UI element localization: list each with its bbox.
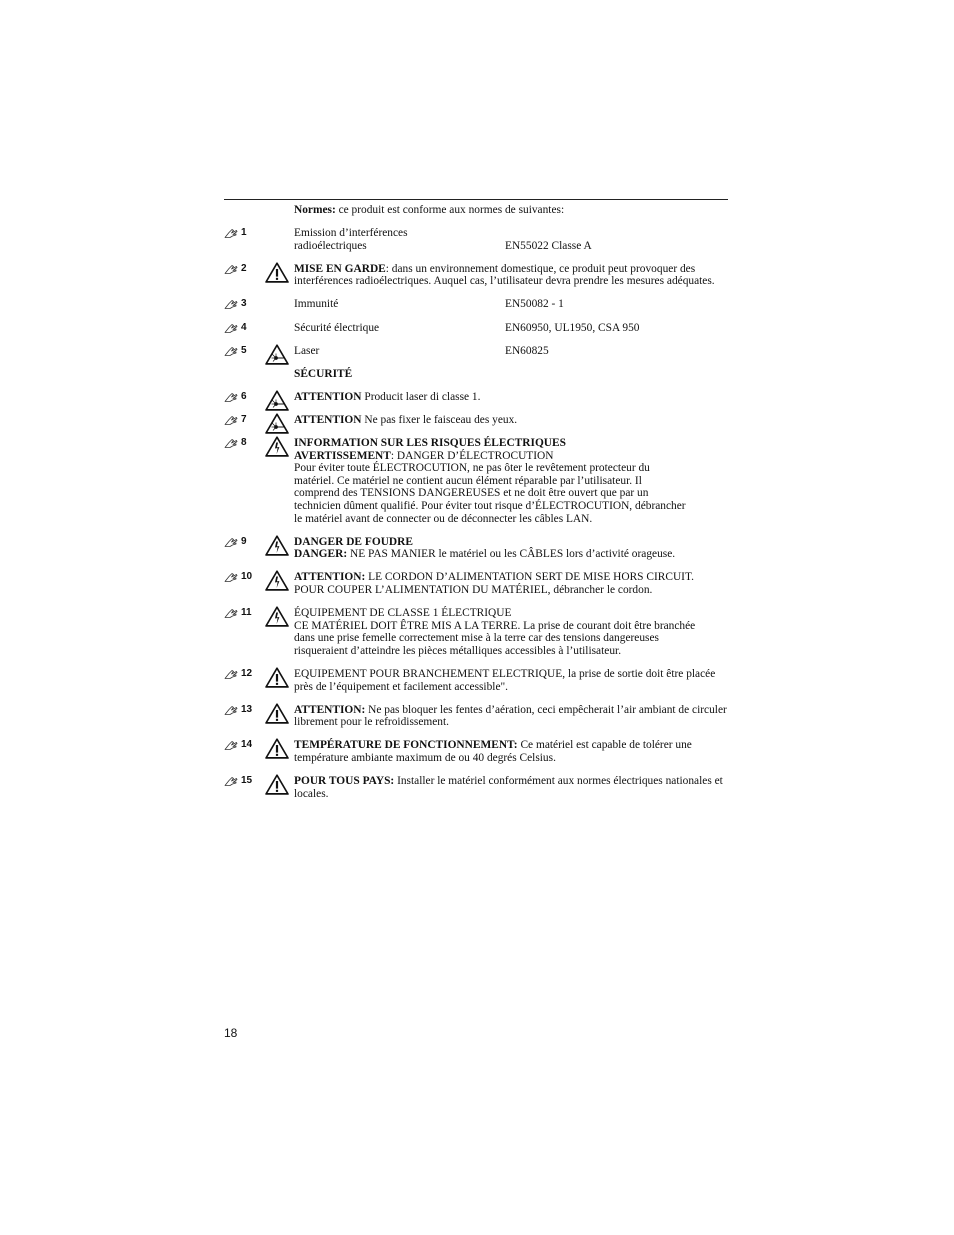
item-body [294, 775, 728, 800]
item-marker [224, 298, 264, 311]
item-marker [224, 704, 264, 717]
item-text: ÉQUIPEMENT DE CLASSE 1 ÉLECTRIQUE [294, 607, 512, 620]
item-text: Ce matériel est capable de tolérer une température ambiante maximum de ou 40 degrés Celsius. [294, 739, 692, 764]
standard-value: EN60825 [505, 344, 549, 357]
standard-item-1 [224, 227, 728, 252]
standard-name-line: Emission d’interférences [294, 227, 408, 240]
item-marker [224, 227, 264, 240]
item-body [294, 345, 728, 358]
item-number: 7 [241, 413, 247, 425]
item-marker [224, 263, 264, 276]
item-body [294, 607, 728, 657]
item-marker [224, 437, 264, 450]
item-bold-label: MISE EN GARDE [294, 262, 386, 275]
item-marker [224, 414, 264, 427]
electric-shock-warning-icon [265, 535, 289, 556]
standard-item-3 [224, 298, 728, 311]
item-paragraph [294, 571, 728, 584]
item-paragraph [294, 391, 728, 404]
pointing-hand-icon [224, 572, 238, 583]
top-rule [224, 199, 728, 200]
electric-shock-warning-icon [265, 436, 289, 457]
item-marker [224, 536, 264, 549]
item-bold-label: POUR TOUS PAYS: [294, 775, 395, 787]
standard-item-8 [224, 437, 728, 525]
intro-label: Normes: [294, 204, 336, 216]
pointing-hand-icon [224, 537, 238, 548]
standard-name-line: Laser [294, 344, 320, 357]
standard-item-14 [224, 739, 728, 764]
standard-spec [294, 345, 728, 358]
item-body [294, 227, 728, 252]
pointing-hand-icon [224, 264, 238, 275]
standard-name-line: radioélectriques [294, 239, 367, 252]
standard-item-5 [224, 345, 728, 358]
standard-item-13 [224, 704, 728, 729]
item-marker [224, 668, 264, 681]
standard-value: EN50082 - 1 [505, 298, 564, 311]
item-number: 2 [241, 262, 247, 274]
intro-text [294, 204, 728, 217]
standard-name-line: Sécurité électrique [294, 321, 380, 334]
item-bold-label: ATTENTION: [294, 571, 366, 584]
item-text: EQUIPEMENT POUR BRANCHEMENT ELECTRIQUE, la prise de sortie doit être placée près de l’équipement et facilement accessible". [294, 667, 716, 693]
standard-item-10 [224, 571, 728, 596]
item-marker [224, 775, 264, 788]
item-bold-label: ATTENTION [294, 390, 362, 403]
standard-value: EN60950, UL1950, CSA 950 [505, 321, 640, 334]
item-body [294, 437, 728, 525]
item-bold-label-2: DANGER: [294, 548, 348, 561]
item-line: technicien dûment qualifié. Pour éviter tout risque d’ÉLECTROCUTION, débrancher [294, 500, 686, 512]
item-paragraph-2 [294, 450, 728, 463]
item-body [294, 739, 728, 764]
intro-row [224, 204, 728, 217]
pointing-hand-icon [224, 438, 238, 449]
pointing-hand-icon [224, 392, 238, 403]
item-text-2: NE PAS MANIER le matériel ou les CÂBLES lors d’activité orageuse. [347, 548, 676, 561]
item-paragraph [294, 263, 728, 288]
item-bold-label: DANGER DE FOUDRE [294, 535, 413, 548]
item-text: Installer le matériel conformément aux normes électriques nationales et locales. [294, 775, 723, 800]
item-text: : dans un environnement domestique, ce produit peut provoquer des interférences radioélectriques. Auquel cas, l’utilisateur devra prendre les mesures adéquates. [294, 262, 715, 288]
pointing-hand-icon [224, 346, 238, 357]
item-paragraph [294, 437, 728, 450]
laser-warning-icon [265, 390, 289, 411]
item-marker [224, 571, 264, 584]
pointing-hand-icon [224, 299, 238, 310]
item-body [294, 668, 728, 693]
item-number: 15 [241, 775, 253, 786]
standard-name-line: Immunité [294, 298, 339, 311]
item-bold-label-2: AVERTISSEMENT [294, 449, 391, 462]
warning-exclamation-icon [265, 738, 289, 759]
item-text: LE CORDON D’ALIMENTATION SERT DE MISE HORS CIRCUIT. [365, 571, 694, 584]
warning-exclamation-icon [265, 667, 289, 688]
warning-exclamation-icon [265, 774, 289, 795]
item-marker [224, 345, 264, 358]
item-body [294, 298, 728, 311]
standard-item-9 [224, 536, 728, 561]
item-number: 8 [241, 437, 247, 449]
standard-item-12 [224, 668, 728, 693]
item-line: comprend des TENSIONS DANGEREUSES et ne doit être ouvert que par un [294, 487, 649, 500]
standard-spec [294, 298, 728, 311]
pointing-hand-icon [224, 740, 238, 751]
pointing-hand-icon [224, 228, 238, 239]
item-text-2: : DANGER D’ÉLECTROCUTION [390, 449, 554, 462]
standard-spec [294, 322, 728, 335]
item-number: 6 [241, 390, 247, 402]
pointing-hand-icon [224, 415, 238, 426]
item-number: 3 [241, 298, 247, 310]
item-number: 13 [241, 703, 253, 715]
item-bold-label: TEMPÉRATURE DE FONCTIONNEMENT: [294, 739, 518, 752]
item-line: le matériel avant de connecter ou de déconnecter les câbles LAN. [294, 512, 593, 525]
standard-item-11 [224, 607, 728, 657]
standard-spec [294, 227, 728, 252]
item-text: Ne pas fixer le faisceau des yeux. [361, 413, 518, 426]
intro-body: ce produit est conforme aux normes de suivantes: [335, 204, 565, 216]
section-heading: SÉCURITÉ [294, 367, 353, 380]
laser-warning-icon [265, 413, 289, 434]
item-number: 11 [241, 607, 252, 619]
laser-warning-icon [265, 344, 289, 365]
item-line: dans une prise femelle correctement mise à la terre car des tensions dangereuses [294, 632, 659, 645]
item-paragraph [294, 414, 728, 427]
item-paragraph [294, 775, 728, 800]
standard-item-7 [224, 414, 728, 427]
item-paragraph [294, 739, 728, 764]
item-line: risqueraient d’atteindre les pièces métalliques accessibles à l’utilisateur. [294, 644, 622, 657]
item-line: Pour éviter toute ÉLECTROCUTION, ne pas ôter le revêtement protecteur du [294, 462, 650, 475]
item-marker [224, 607, 264, 620]
item-number: 4 [241, 321, 247, 333]
pointing-hand-icon [224, 323, 238, 334]
item-bold-label: ATTENTION: [294, 703, 366, 716]
item-number: 14 [241, 739, 253, 751]
item-paragraph [294, 607, 728, 620]
item-body [294, 322, 728, 335]
pointing-hand-icon [224, 608, 238, 619]
item-bold-label: INFORMATION SUR LES RISQUES ÉLECTRIQUES [294, 437, 566, 450]
item-paragraph [294, 704, 728, 729]
item-body [294, 704, 728, 729]
item-text: Ne pas bloquer les fentes d’aération, ceci empêcherait l’air ambiant de circuler librement pour le refroidissement. [294, 703, 727, 729]
item-paragraph [294, 668, 728, 693]
item-body [294, 536, 728, 561]
item-paragraph [294, 536, 728, 549]
item-number: 5 [241, 344, 247, 356]
item-marker [224, 739, 264, 752]
item-number: 12 [241, 667, 253, 679]
item-body [294, 571, 728, 596]
item-text: Producit laser di classe 1. [361, 390, 481, 403]
standard-item-15 [224, 775, 728, 800]
item-body [294, 263, 728, 288]
warning-exclamation-icon [265, 262, 289, 283]
standard-value: EN55022 Classe A [505, 239, 592, 252]
standards-content [224, 204, 728, 800]
section-heading-row [224, 368, 728, 381]
standard-item-6 [224, 391, 728, 404]
item-line: POUR COUPER L’ALIMENTATION DU MATÉRIEL, débrancher le cordon. [294, 583, 653, 596]
item-paragraph-2 [294, 548, 728, 561]
item-line: CE MATÉRIEL DOIT ÊTRE MIS A LA TERRE. La prise de courant doit être branchée [294, 619, 696, 632]
electric-shock-warning-icon [265, 606, 289, 627]
item-number: 9 [241, 535, 247, 547]
pointing-hand-icon [224, 705, 238, 716]
page-number: 18 [224, 1026, 238, 1040]
item-bold-label: ATTENTION [294, 413, 362, 426]
item-line: matériel. Ce matériel ne contient aucun élément réparable par l’utilisateur. Il [294, 474, 642, 487]
pointing-hand-icon [224, 669, 238, 680]
item-number: 1 [241, 227, 247, 239]
item-body [294, 414, 728, 427]
pointing-hand-icon [224, 776, 238, 787]
standard-item-4 [224, 322, 728, 335]
standard-item-2 [224, 263, 728, 288]
warning-exclamation-icon [265, 703, 289, 724]
electric-shock-warning-icon [265, 570, 289, 591]
item-number: 10 [241, 571, 253, 583]
item-marker [224, 322, 264, 335]
item-marker [224, 391, 264, 404]
item-body [294, 391, 728, 404]
